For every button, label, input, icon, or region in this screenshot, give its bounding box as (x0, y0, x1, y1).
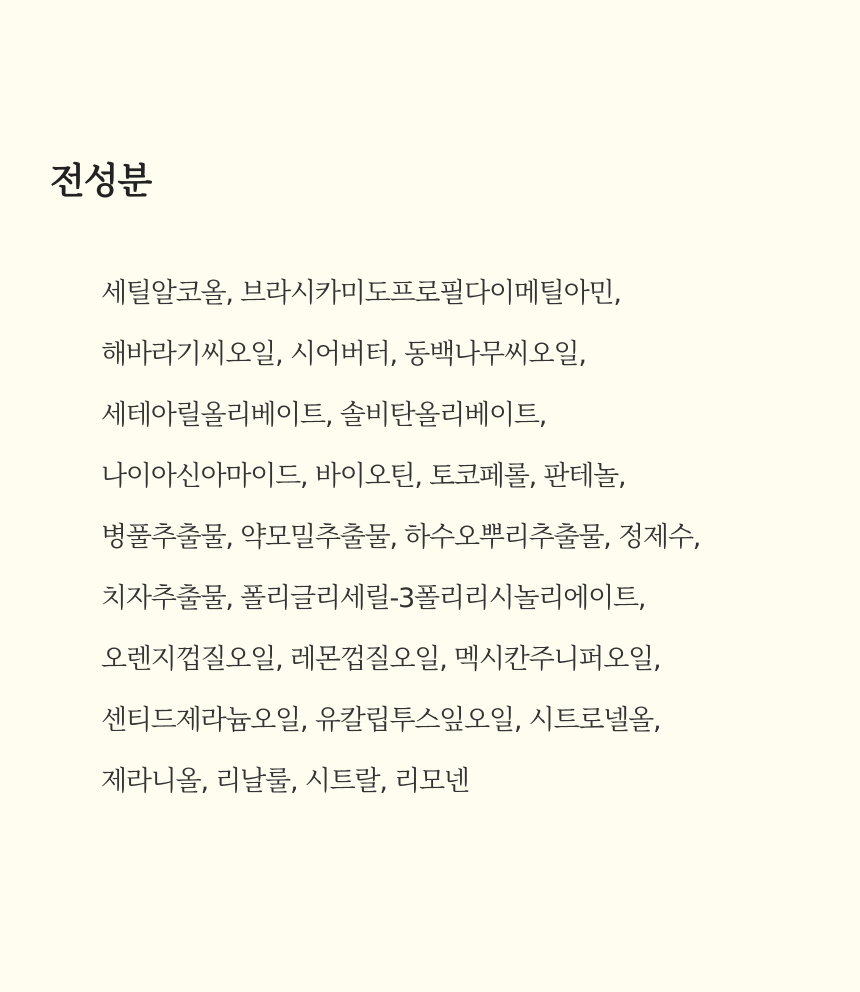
ingredient-list (101, 266, 851, 815)
ingredient-line: 센티드제라늄오일, 유칼립투스잎오일, 시트로넬올, (101, 705, 661, 736)
ingredient-line: 세틸알코올, 브라시카미도프로필다이메틸아민, (101, 278, 621, 309)
ingredient-line: 나이아신아마이드, 바이오틴, 토코페롤, 판테놀, (101, 461, 626, 492)
page-title: 전성분 (50, 161, 152, 202)
ingredient-line: 오렌지껍질오일, 레몬껍질오일, 멕시칸주니퍼오일, (101, 644, 661, 675)
ingredient-line: 치자추출물, 폴리글리세릴-3폴리리시놀리에이트, (101, 583, 646, 614)
ingredient-line: 해바라기씨오일, 시어버터, 동백나무씨오일, (101, 339, 586, 370)
ingredient-line: 병풀추출물, 약모밀추출물, 하수오뿌리추출물, 정제수, (101, 522, 701, 553)
ingredient-line: 세테아릴올리베이트, 솔비탄올리베이트, (101, 400, 547, 431)
ingredient-line: 제라니올, 리날룰, 시트랄, 리모넨 (101, 766, 469, 797)
